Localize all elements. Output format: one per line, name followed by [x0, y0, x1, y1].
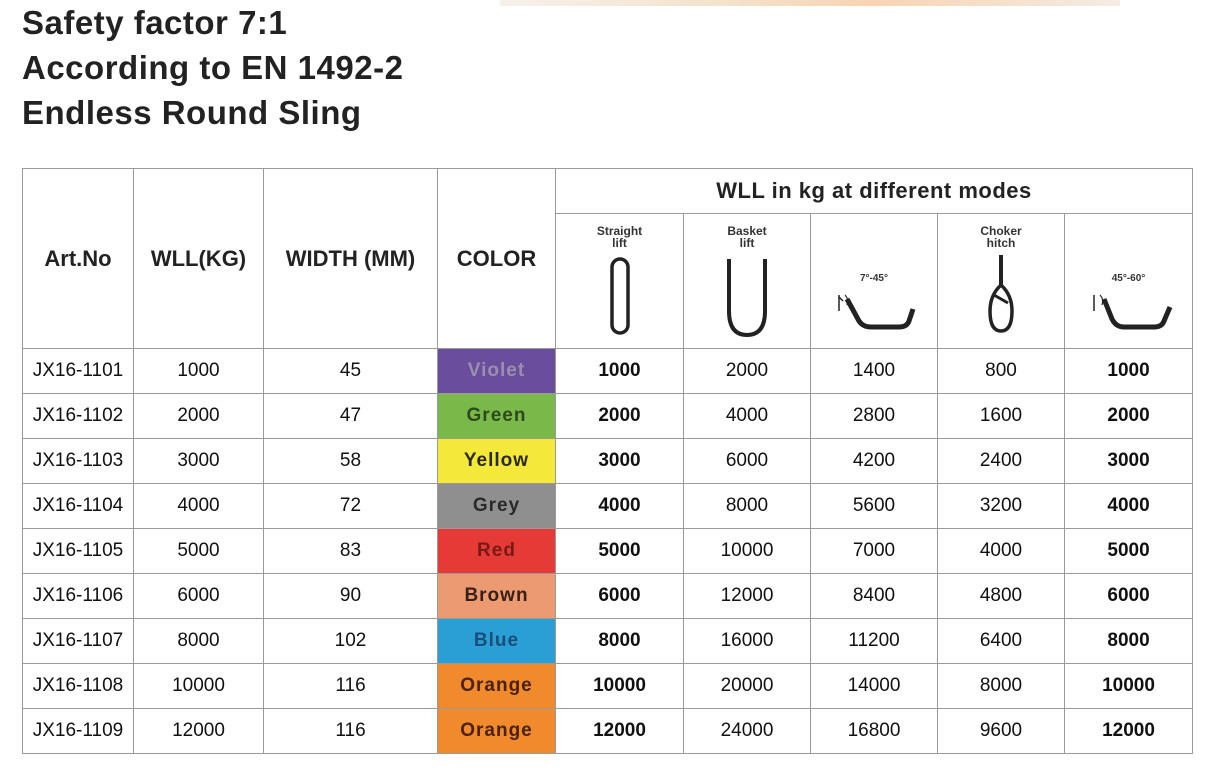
table-body	[23, 349, 1193, 754]
table-row	[23, 394, 1193, 439]
header-width: WIDTH (MM)	[264, 169, 438, 349]
header-art-no: Art.No	[23, 169, 134, 349]
cell-color: Green	[438, 394, 556, 439]
cell-color: Brown	[438, 574, 556, 619]
cell-art-no: JX16-1109	[23, 709, 134, 754]
table-row	[23, 619, 1193, 664]
angle-range-label: 7°-45°	[859, 273, 888, 284]
cell-art-no: JX16-1103	[23, 439, 134, 484]
cell-basket-angle-wide: 12000	[1065, 709, 1193, 754]
product-title: Endless Round Sling	[22, 94, 362, 131]
cell-color: Red	[438, 529, 556, 574]
basket-angle-wide-icon	[1084, 287, 1174, 337]
cell-basket-lift: 16000	[684, 619, 811, 664]
cell-choker-hitch: 4000	[938, 529, 1065, 574]
cell-choker-hitch: 8000	[938, 664, 1065, 709]
cell-wll: 10000	[134, 664, 264, 709]
cell-width: 83	[264, 529, 438, 574]
mode-choker-hitch	[938, 214, 1065, 349]
safety-factor-title: Safety factor 7:1	[22, 4, 288, 41]
standard-title: According to EN 1492-2	[22, 49, 404, 86]
table-row	[23, 484, 1193, 529]
specification-table	[22, 168, 1193, 754]
cell-straight-lift: 8000	[556, 619, 684, 664]
cell-basket-angle-wide: 3000	[1065, 439, 1193, 484]
mode-basket-angle-wide	[1065, 214, 1193, 349]
straight-lift-icon	[600, 251, 640, 341]
table-row	[23, 529, 1193, 574]
cell-straight-lift: 6000	[556, 574, 684, 619]
cell-choker-hitch: 6400	[938, 619, 1065, 664]
cell-basket-angle: 14000	[811, 664, 938, 709]
cell-basket-lift: 12000	[684, 574, 811, 619]
title-block	[22, 0, 403, 135]
cell-straight-lift: 5000	[556, 529, 684, 574]
cell-choker-hitch: 1600	[938, 394, 1065, 439]
cell-basket-angle: 2800	[811, 394, 938, 439]
cell-art-no: JX16-1105	[23, 529, 134, 574]
cell-width: 116	[264, 709, 438, 754]
cell-width: 90	[264, 574, 438, 619]
cell-choker-hitch: 9600	[938, 709, 1065, 754]
cell-basket-angle-wide: 5000	[1065, 529, 1193, 574]
cell-width: 72	[264, 484, 438, 529]
mode-label: Basket lift	[727, 224, 767, 250]
cell-width: 45	[264, 349, 438, 394]
cell-wll: 12000	[134, 709, 264, 754]
cell-art-no: JX16-1104	[23, 484, 134, 529]
cell-basket-angle-wide: 8000	[1065, 619, 1193, 664]
cell-choker-hitch: 800	[938, 349, 1065, 394]
cell-basket-angle: 5600	[811, 484, 938, 529]
table-row	[23, 664, 1193, 709]
cell-art-no: JX16-1107	[23, 619, 134, 664]
cell-basket-lift: 6000	[684, 439, 811, 484]
cell-width: 102	[264, 619, 438, 664]
cell-basket-angle: 4200	[811, 439, 938, 484]
cell-straight-lift: 4000	[556, 484, 684, 529]
cell-wll: 1000	[134, 349, 264, 394]
basket-lift-icon	[717, 251, 777, 341]
mode-basket-lift	[684, 214, 811, 349]
mode-straight-lift	[556, 214, 684, 349]
basket-angle-icon	[829, 287, 919, 337]
cell-basket-lift: 10000	[684, 529, 811, 574]
cell-color: Orange	[438, 664, 556, 709]
cell-wll: 6000	[134, 574, 264, 619]
cell-basket-angle-wide: 6000	[1065, 574, 1193, 619]
cell-straight-lift: 2000	[556, 394, 684, 439]
cell-straight-lift: 1000	[556, 349, 684, 394]
mode-basket-angle	[811, 214, 938, 349]
decorative-top-band	[500, 0, 1120, 6]
cell-basket-lift: 8000	[684, 484, 811, 529]
cell-wll: 8000	[134, 619, 264, 664]
mode-label: Straight lift	[596, 224, 643, 250]
cell-basket-lift: 20000	[684, 664, 811, 709]
cell-basket-angle: 1400	[811, 349, 938, 394]
header-wll: WLL(KG)	[134, 169, 264, 349]
cell-wll: 2000	[134, 394, 264, 439]
header-color: COLOR	[438, 169, 556, 349]
cell-wll: 3000	[134, 439, 264, 484]
cell-basket-lift: 4000	[684, 394, 811, 439]
cell-art-no: JX16-1102	[23, 394, 134, 439]
cell-art-no: JX16-1108	[23, 664, 134, 709]
cell-choker-hitch: 2400	[938, 439, 1065, 484]
cell-width: 58	[264, 439, 438, 484]
cell-straight-lift: 12000	[556, 709, 684, 754]
cell-wll: 5000	[134, 529, 264, 574]
cell-color: Blue	[438, 619, 556, 664]
cell-basket-angle-wide: 1000	[1065, 349, 1193, 394]
table-row	[23, 349, 1193, 394]
cell-basket-angle: 8400	[811, 574, 938, 619]
cell-width: 116	[264, 664, 438, 709]
cell-straight-lift: 3000	[556, 439, 684, 484]
cell-color: Yellow	[438, 439, 556, 484]
cell-choker-hitch: 4800	[938, 574, 1065, 619]
mode-label: Choker hitch	[980, 224, 1022, 250]
cell-width: 47	[264, 394, 438, 439]
cell-art-no: JX16-1101	[23, 349, 134, 394]
cell-art-no: JX16-1106	[23, 574, 134, 619]
table-row	[23, 574, 1193, 619]
table-row	[23, 439, 1193, 484]
cell-basket-angle: 7000	[811, 529, 938, 574]
cell-basket-angle-wide: 4000	[1065, 484, 1193, 529]
cell-basket-angle-wide: 10000	[1065, 664, 1193, 709]
angle-range-label: 45°-60°	[1111, 273, 1146, 284]
cell-choker-hitch: 3200	[938, 484, 1065, 529]
header-modes-title: WLL in kg at different modes	[556, 169, 1193, 214]
cell-basket-angle-wide: 2000	[1065, 394, 1193, 439]
cell-basket-angle: 16800	[811, 709, 938, 754]
table-row	[23, 709, 1193, 754]
cell-color: Violet	[438, 349, 556, 394]
choker-hitch-icon	[976, 251, 1026, 341]
cell-basket-lift: 24000	[684, 709, 811, 754]
cell-basket-lift: 2000	[684, 349, 811, 394]
cell-color: Orange	[438, 709, 556, 754]
cell-straight-lift: 10000	[556, 664, 684, 709]
cell-wll: 4000	[134, 484, 264, 529]
cell-color: Grey	[438, 484, 556, 529]
cell-basket-angle: 11200	[811, 619, 938, 664]
